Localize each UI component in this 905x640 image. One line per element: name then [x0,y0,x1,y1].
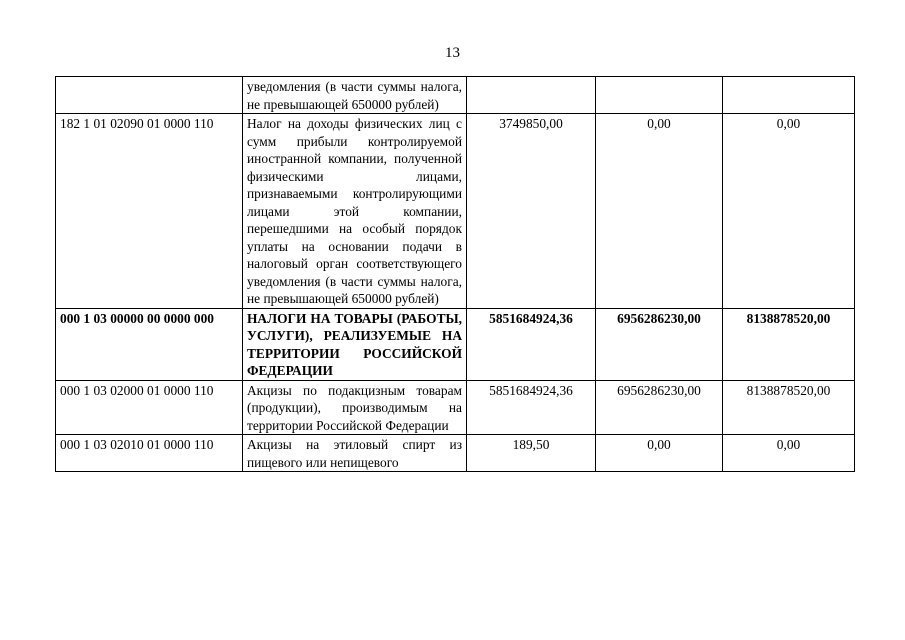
table-row [56,114,855,309]
row-name: Акцизы по подакцизным товарам (продукции), производимым на территории Российской Федерации [243,380,467,435]
row-name: Акцизы на этиловый спирт из пищевого или непищевого [243,435,467,472]
budget-table [55,76,855,472]
row-value-2: 0,00 [596,114,723,309]
table-row [56,435,855,472]
table-row [56,308,855,380]
row-value-3 [723,77,855,114]
row-value-1: 3749850,00 [467,114,596,309]
table-row [56,77,855,114]
row-value-3: 0,00 [723,114,855,309]
row-value-2: 0,00 [596,435,723,472]
row-value-1: 5851684924,36 [467,380,596,435]
table-row [56,380,855,435]
row-value-3: 0,00 [723,435,855,472]
row-value-3: 8138878520,00 [723,308,855,380]
page-number: 13 [445,45,460,61]
row-name: Налог на доходы физических лиц с сумм прибыли контролируемой иностранной компании, полученной физическими лицами, признаваемыми контролирующими лицами этой компании, перешедшими на особый порядок уплаты на основании подачи в налоговый орган соответствующего уведомления (в части суммы налога, не превышающей 650000 рублей) [243,114,467,309]
row-name: НАЛОГИ НА ТОВАРЫ (РАБОТЫ, УСЛУГИ), РЕАЛИЗУЕМЫЕ НА ТЕРРИТОРИИ РОССИЙСКОЙ ФЕДЕРАЦИИ [243,308,467,380]
row-name: уведомления (в части суммы налога, не превышающей 650000 рублей) [243,77,467,114]
row-code: 000 1 03 02000 01 0000 110 [56,380,243,435]
row-code: 182 1 01 02090 01 0000 110 [56,114,243,309]
row-value-1 [467,77,596,114]
row-value-2: 6956286230,00 [596,380,723,435]
row-code [56,77,243,114]
row-code: 000 1 03 00000 00 0000 000 [56,308,243,380]
row-value-1: 5851684924,36 [467,308,596,380]
row-value-3: 8138878520,00 [723,380,855,435]
row-value-1: 189,50 [467,435,596,472]
row-code: 000 1 03 02010 01 0000 110 [56,435,243,472]
row-value-2 [596,77,723,114]
row-value-2: 6956286230,00 [596,308,723,380]
